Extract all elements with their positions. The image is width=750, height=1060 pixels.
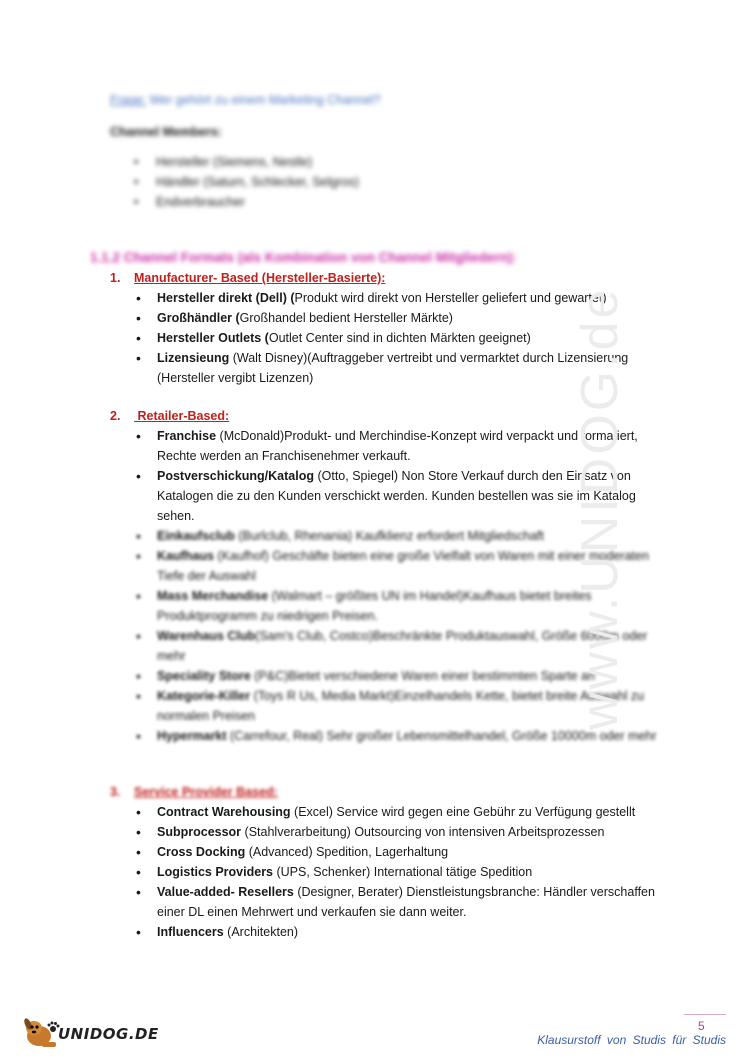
item-text: Produkt wird direkt von Hersteller geliefert und gewartet) <box>294 291 607 305</box>
item-text: (Kaufhof) Geschäfte bieten eine große Vielfalt von Waren mit einer moderaten Tiefe der Auswahl <box>157 549 649 583</box>
logo-text: UNIDOG.DE <box>58 1025 159 1043</box>
question-title <box>110 90 630 110</box>
item-text: (P&C)Bietet verschiedene Waren einer bestimmten Sparte an <box>250 669 595 683</box>
section-number: 2. <box>110 409 121 423</box>
item-text: (Stahlverarbeitung) Outsourcing von intensiven Arbeitsprozessen <box>241 825 605 839</box>
item-text: (Otto, Spiegel) Non Store Verkauf durch den Einsatz von Katalogen die zu den Kunden verschickt werden. Kunden bestellen was sie im Katalog sehen. <box>157 469 636 523</box>
item-text: (Burlclub, Rhenania) Kaufklienz erfordert Mitgliedschaft <box>234 529 544 543</box>
item-term: Speciality Store <box>157 669 251 683</box>
item-text: (Sam's Club, Costco)Beschränkte Produktauswahl, Größe 6000m oder mehr <box>157 629 648 663</box>
item-term: Value-added- Resellers <box>157 885 294 899</box>
item-text: (Walmart – größtes UN im Handel)Kaufhaus bietet breites Produktprogramm zu niedrigen Preisen. <box>157 589 592 623</box>
item-text: (Designer, Berater) Dienstleistungsbranche: Händler verschaffen einer DL einen Mehrwert und verkaufen sie dann weiter. <box>157 885 655 919</box>
list-item <box>110 842 670 862</box>
section-title <box>110 782 670 802</box>
section-number: 3. <box>110 785 121 799</box>
logo <box>22 1014 159 1050</box>
item-term: Hersteller Outlets ( <box>157 331 269 345</box>
item-text: (Toys R Us, Media Markt)Einzelhandels Kette, bietet breite Auswahl zu normalen Preisen <box>157 689 645 723</box>
members-list <box>110 152 630 212</box>
question-text: Wer gehört zu einem Marketing Channel? <box>146 93 381 107</box>
item-term: Franchise <box>157 429 217 443</box>
list-item <box>110 802 670 822</box>
watermark: www.UNIDOG.de <box>571 286 629 730</box>
list-item <box>110 822 670 842</box>
item-term: Subprocessor <box>157 825 242 839</box>
item-text: (Advanced) Spedition, Lagerhaltung <box>245 845 449 859</box>
section-service-provider <box>110 782 670 942</box>
list-item: • Hersteller (Siemens, Nestle) <box>134 152 630 172</box>
item-text: (Architekten) <box>223 925 299 939</box>
item-term: Postverschickung/Katalog <box>157 469 314 483</box>
list-item: • Händler (Saturn, Schlecker, Selgros) <box>134 172 630 192</box>
item-term: Logistics Providers <box>157 865 274 879</box>
question-block <box>110 90 630 212</box>
item-term: Kategorie-Killer <box>157 689 251 703</box>
item-term: Hersteller direkt (Dell) ( <box>157 291 295 305</box>
item-term: Contract Warehousing <box>157 805 291 819</box>
item-term: Lizensieung <box>157 351 230 365</box>
item-list <box>110 802 670 942</box>
item-term: Einkaufsclub <box>157 529 235 543</box>
item-term: Kaufhaus <box>157 549 214 563</box>
section-heading: 1.1.2 Channel Formats (als Kombination von Channel Mitgliedern): <box>90 250 517 265</box>
section-number: 1. <box>110 271 121 285</box>
list-item: • Endverbraucher <box>134 192 630 212</box>
footer-divider <box>684 1014 726 1015</box>
item-text: Großhandel bedient Hersteller Märkte) <box>239 311 453 325</box>
item-text: (Carrefour, Real) Sehr großer Lebensmittelhandel, Größe 10000m oder mehr <box>226 729 657 743</box>
list-item <box>110 922 670 942</box>
item-term: Warenhaus Club <box>157 629 256 643</box>
section-title-text: Manufacturer- Based (Hersteller-Basierte): <box>134 271 386 285</box>
members-heading: Channel Members: <box>110 125 222 139</box>
item-text: (UPS, Schenker) International tätige Spedition <box>273 865 533 879</box>
item-term: Influencers <box>157 925 224 939</box>
section-title-text: Retailer-Based: <box>134 409 230 423</box>
item-term: Mass Merchandise <box>157 589 269 603</box>
section-title-text: Service Provider Based: <box>134 785 278 799</box>
list-item <box>110 862 670 882</box>
footer-text: Klausurstoff von Studis für Studis <box>537 1033 726 1047</box>
list-item <box>110 882 670 922</box>
item-text: (McDonald)Produkt- und Merchindise-Konzept wird verpackt und formatiert, Rechte werden an Franchisenehmer verkauft. <box>157 429 638 463</box>
item-term: Großhändler ( <box>157 311 240 325</box>
item-term: Hypermarkt <box>157 729 227 743</box>
page-number: 5 <box>698 1019 705 1033</box>
item-term: Cross Docking <box>157 845 246 859</box>
section-title <box>110 268 670 288</box>
question-label: Frage: <box>110 93 147 107</box>
item-text: (Walt Disney)(Auftraggeber vertreibt und vermarktet durch Lizensierung (Hersteller vergibt Lizenzen) <box>157 351 629 385</box>
item-text: (Excel) Service wird gegen eine Gebühr zu Verfügung gestellt <box>290 805 636 819</box>
item-text: Outlet Center sind in dichten Märkten geeignet) <box>268 331 531 345</box>
